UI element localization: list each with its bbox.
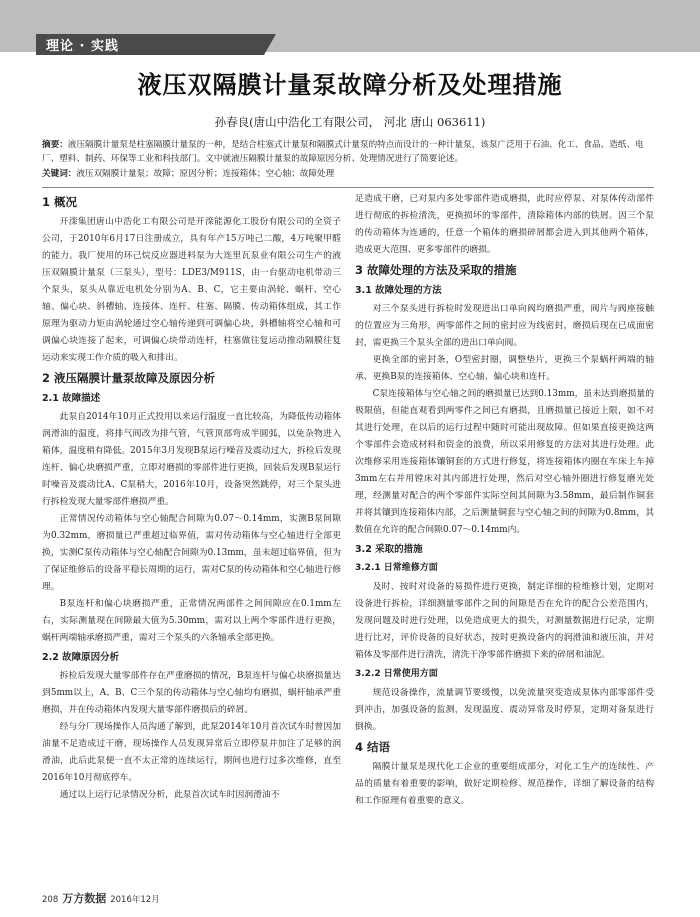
section-2-1-heading: 2.1 故障描述 bbox=[42, 393, 101, 404]
keywords bbox=[42, 167, 654, 181]
publisher-brand: 万方数据 bbox=[62, 892, 107, 905]
section-3-2-heading: 3.2 采取的措施 bbox=[355, 544, 423, 555]
abstract bbox=[42, 138, 654, 166]
section-tab-arrow bbox=[264, 34, 276, 55]
section-3-1-heading: 3.1 故障处理的方法 bbox=[355, 285, 442, 296]
article-title: 液压双隔膜计量泵故障分析及处理措施 bbox=[137, 71, 563, 99]
header-rule bbox=[42, 187, 654, 188]
paragraph: 足造成干磨，已对泵内多处零部件造成磨损，此时应停泵、对泵体传动部件进行彻底的拆检清洗，更换损坏的零部件，清除箱体内部的铁屑。因三个泵的传动箱体为连通的，任意一个箱体的磨损碎屑都会进入到其他两个箱体，造成更大范围、更多零部件的磨损。 bbox=[355, 194, 654, 255]
paragraph: 开滦集团唐山中浩化工有限公司是开滦能源化工股份有限公司的全资子公司，于2010年6月17日注册成立，具有年产15万吨己二酸，4万吨聚甲醛的能力。我厂使用的环己烷反应器进料泵为大连里瓦泵业有限公司生产的液压双隔膜计量泵（三泵头），型号：LDE3/M911S，由一台驱动电机带动三个泵头，泵头从靠近电机处分别为A、B、C，它主要由涡轮、蜗杆、空心轴、偏心块、斜槽轴、连接体、连杆、柱塞、隔膜、传动箱体组成，其工作原理为驱动力矩由涡轮通过空心轴传递到可调偏心块，斜槽轴将空心轴和可调偏心块连接了起来，可调偏心块带动连杆，柱塞做往复运动推动隔膜往复运动来实现工作介质的吸入和排出。 bbox=[42, 217, 341, 363]
paragraph: 拆检后发现大量零部件存在严重磨损的情况，B泵连杆与偏心块磨损量达到5mm以上，A、B、C三个泵的传动箱体与空心轴均有磨损，蜗杆轴承严重磨损，并在传动箱体内发现大量零部件磨损后的碎屑。 bbox=[42, 671, 341, 715]
page-footer bbox=[42, 890, 160, 906]
paragraph: 及时、按时对设备的易损件进行更换，制定详细的检维修计划，定期对设备进行拆检，详细测量零部件之间的间隙是否在允许的配合公差范围内，发现问题及时进行处理，以免造成更大的损失，对测量数据进行记录，定期进行比对，评价设备的良好状态，按时更换设备内的润滑油和液压油，并对箱体及零部件进行清洗，清洗干净零部件磨损下来的碎屑和油泥。 bbox=[355, 582, 654, 660]
paragraph: 此泵自2014年10月正式投用以来运行温度一直比较高，为降低传动箱体润滑油的温度，将排气阀改为排气管，气管顶部弯成半圆弧，以免杂物进入箱体，温度稍有降低。2015年3月发现B泵运行噪音及震动过大，拆检后发现连杆、偏心块磨损严重，立即对磨损的零部件进行更换，回装后发现B泵运行时噪音及震动比A、C泵稍大，2016年10月，设备突然跳停，对三个泵头进行拆检发现大量零部件磨损严重。 bbox=[42, 412, 341, 507]
article-author: 孙春良(唐山中浩化工有限公司， 河北 唐山 063611) bbox=[214, 115, 486, 129]
section-3-2-2-heading: 3.2.2 日常使用方面 bbox=[355, 669, 438, 679]
left-column bbox=[42, 191, 341, 804]
paragraph: C泵连接箱体与空心轴之间的磨损量已达到0.13mm，虽未达到磨损量的极限值，但能直观看到两零件之间已有磨损，且磨损量已接近上限，如不对其进行处理，在以后的运行过程中随时可能出现故障。但如果直接更换这两个零部件会造成材料和资金的浪费，所以采用修复的方法对其进行处理。此次维修采用连接箱体镶铜套的方式进行修复，将连接箱体内圈在车床上车掉3mm左右并用镗床对其内部进行处理，然后对空心轴外圈进行修复磨光处理，经测量对配合的两个零部件实际空间其间隙为3.58mm，最后制作铜套并将其镶到连接箱体内部，之后测量铜套与空心轴之间的间隙为0.8mm，其数值在允许的配合间隙0.07～0.14mm内。 bbox=[355, 389, 654, 535]
right-column bbox=[355, 191, 654, 810]
page-number: 208 bbox=[42, 895, 59, 905]
section-2-heading: 2 液压隔膜计量泵故障及原因分析 bbox=[42, 371, 216, 385]
paragraph: 更换全部的密封条，O型密封圈，调整垫片，更换三个泵蜗杆两端的轴承、更换B泵的连接箱体、空心轴、偏心块和连杆。 bbox=[355, 355, 654, 382]
paragraph: 经与分厂现场操作人员沟通了解到，此泵2014年10月首次试车时曾因加油量不足造成过干磨，现场操作人员发现异常后立即停泵并加注了足够的润滑油，此后此泵便一直不太正常的连续运行，期间也进行过多次维修，直至2016年10月彻底停车。 bbox=[42, 722, 341, 783]
paragraph: 规范设备操作，流量调节要缓慢，以免流量突变造成泵体内部零部件受到冲击，加强设备的监测，发现温度、震动异常及时停泵，定期对备泵进行倒换。 bbox=[355, 688, 654, 732]
section-label: 理论 · 实践 bbox=[46, 39, 119, 54]
section-2-2-heading: 2.2 故障原因分析 bbox=[42, 652, 120, 663]
section-4-heading: 4 结语 bbox=[355, 740, 391, 754]
issue-date: 2016年12月 bbox=[110, 895, 160, 905]
paragraph: B泵连杆和偏心块磨损严重，正常情况两部件之间间隙应在0.1mm左右，实际测量现在间隙最大值为5.30mm，需对以上两个零部件进行更换，蜗杆两端轴承磨损严重，需对三个泵头的六条轴承全部更换。 bbox=[42, 599, 341, 643]
keywords-label: 关键词： bbox=[42, 169, 77, 179]
abstract-label: 摘要： bbox=[42, 140, 68, 150]
paragraph: 隔膜计量泵是现代化工企业的重要组成部分，对化工生产的连续性、产品的质量有着重要的影响，做好定期检修、规范操作，详细了解设备的结构和工作原理有着重要的意义。 bbox=[355, 762, 654, 806]
keywords-text: 液压双隔膜计量泵；故障；原因分析；连接箱体；空心轴；故障处理 bbox=[76, 169, 335, 179]
section-1-heading: 1 概况 bbox=[42, 195, 78, 209]
section-3-2-1-heading: 3.2.1 日常维修方面 bbox=[355, 563, 438, 573]
paragraph: 正常情况传动箱体与空心轴配合间隙为0.07～0.14mm，实测B泵间隙为0.32mm，磨损量已严重超过临界值，需对传动箱体与空心轴进行全部更换，实测C泵传动箱体与空心轴配合间隙为0.13mm，虽未超过临界值，但为了保证维修后的设备平稳长周期的运行，需对C泵的传动箱体和空心轴进行修理。 bbox=[42, 514, 341, 592]
abstract-text: 液压隔膜计量泵是柱塞隔膜计量泵的一种，是结合柱塞式计量泵和隔膜式计量泵的特点而设计的一种计量泵，该泵广泛用于石油、化工、食品、造纸、电厂、塑料、制药、环保等工业和科技部门。文中就液压隔膜计量泵的故障原因分析、处理情况进行了简要论述。 bbox=[42, 140, 644, 164]
paragraph: 对三个泵头进行拆检时发现进出口单向阀均磨损严重，阀片与阀座接触的位置应为三角形，两零部件之间的密封应为线密封，磨损后现在已成面密封，需更换三个泵头全部的进出口单向阀。 bbox=[355, 304, 654, 348]
paragraph: 通过以上运行记录情况分析，此泵首次试车时因润滑油不 bbox=[59, 790, 280, 800]
section-3-heading: 3 故障处理的方法及采取的措施 bbox=[355, 263, 517, 277]
